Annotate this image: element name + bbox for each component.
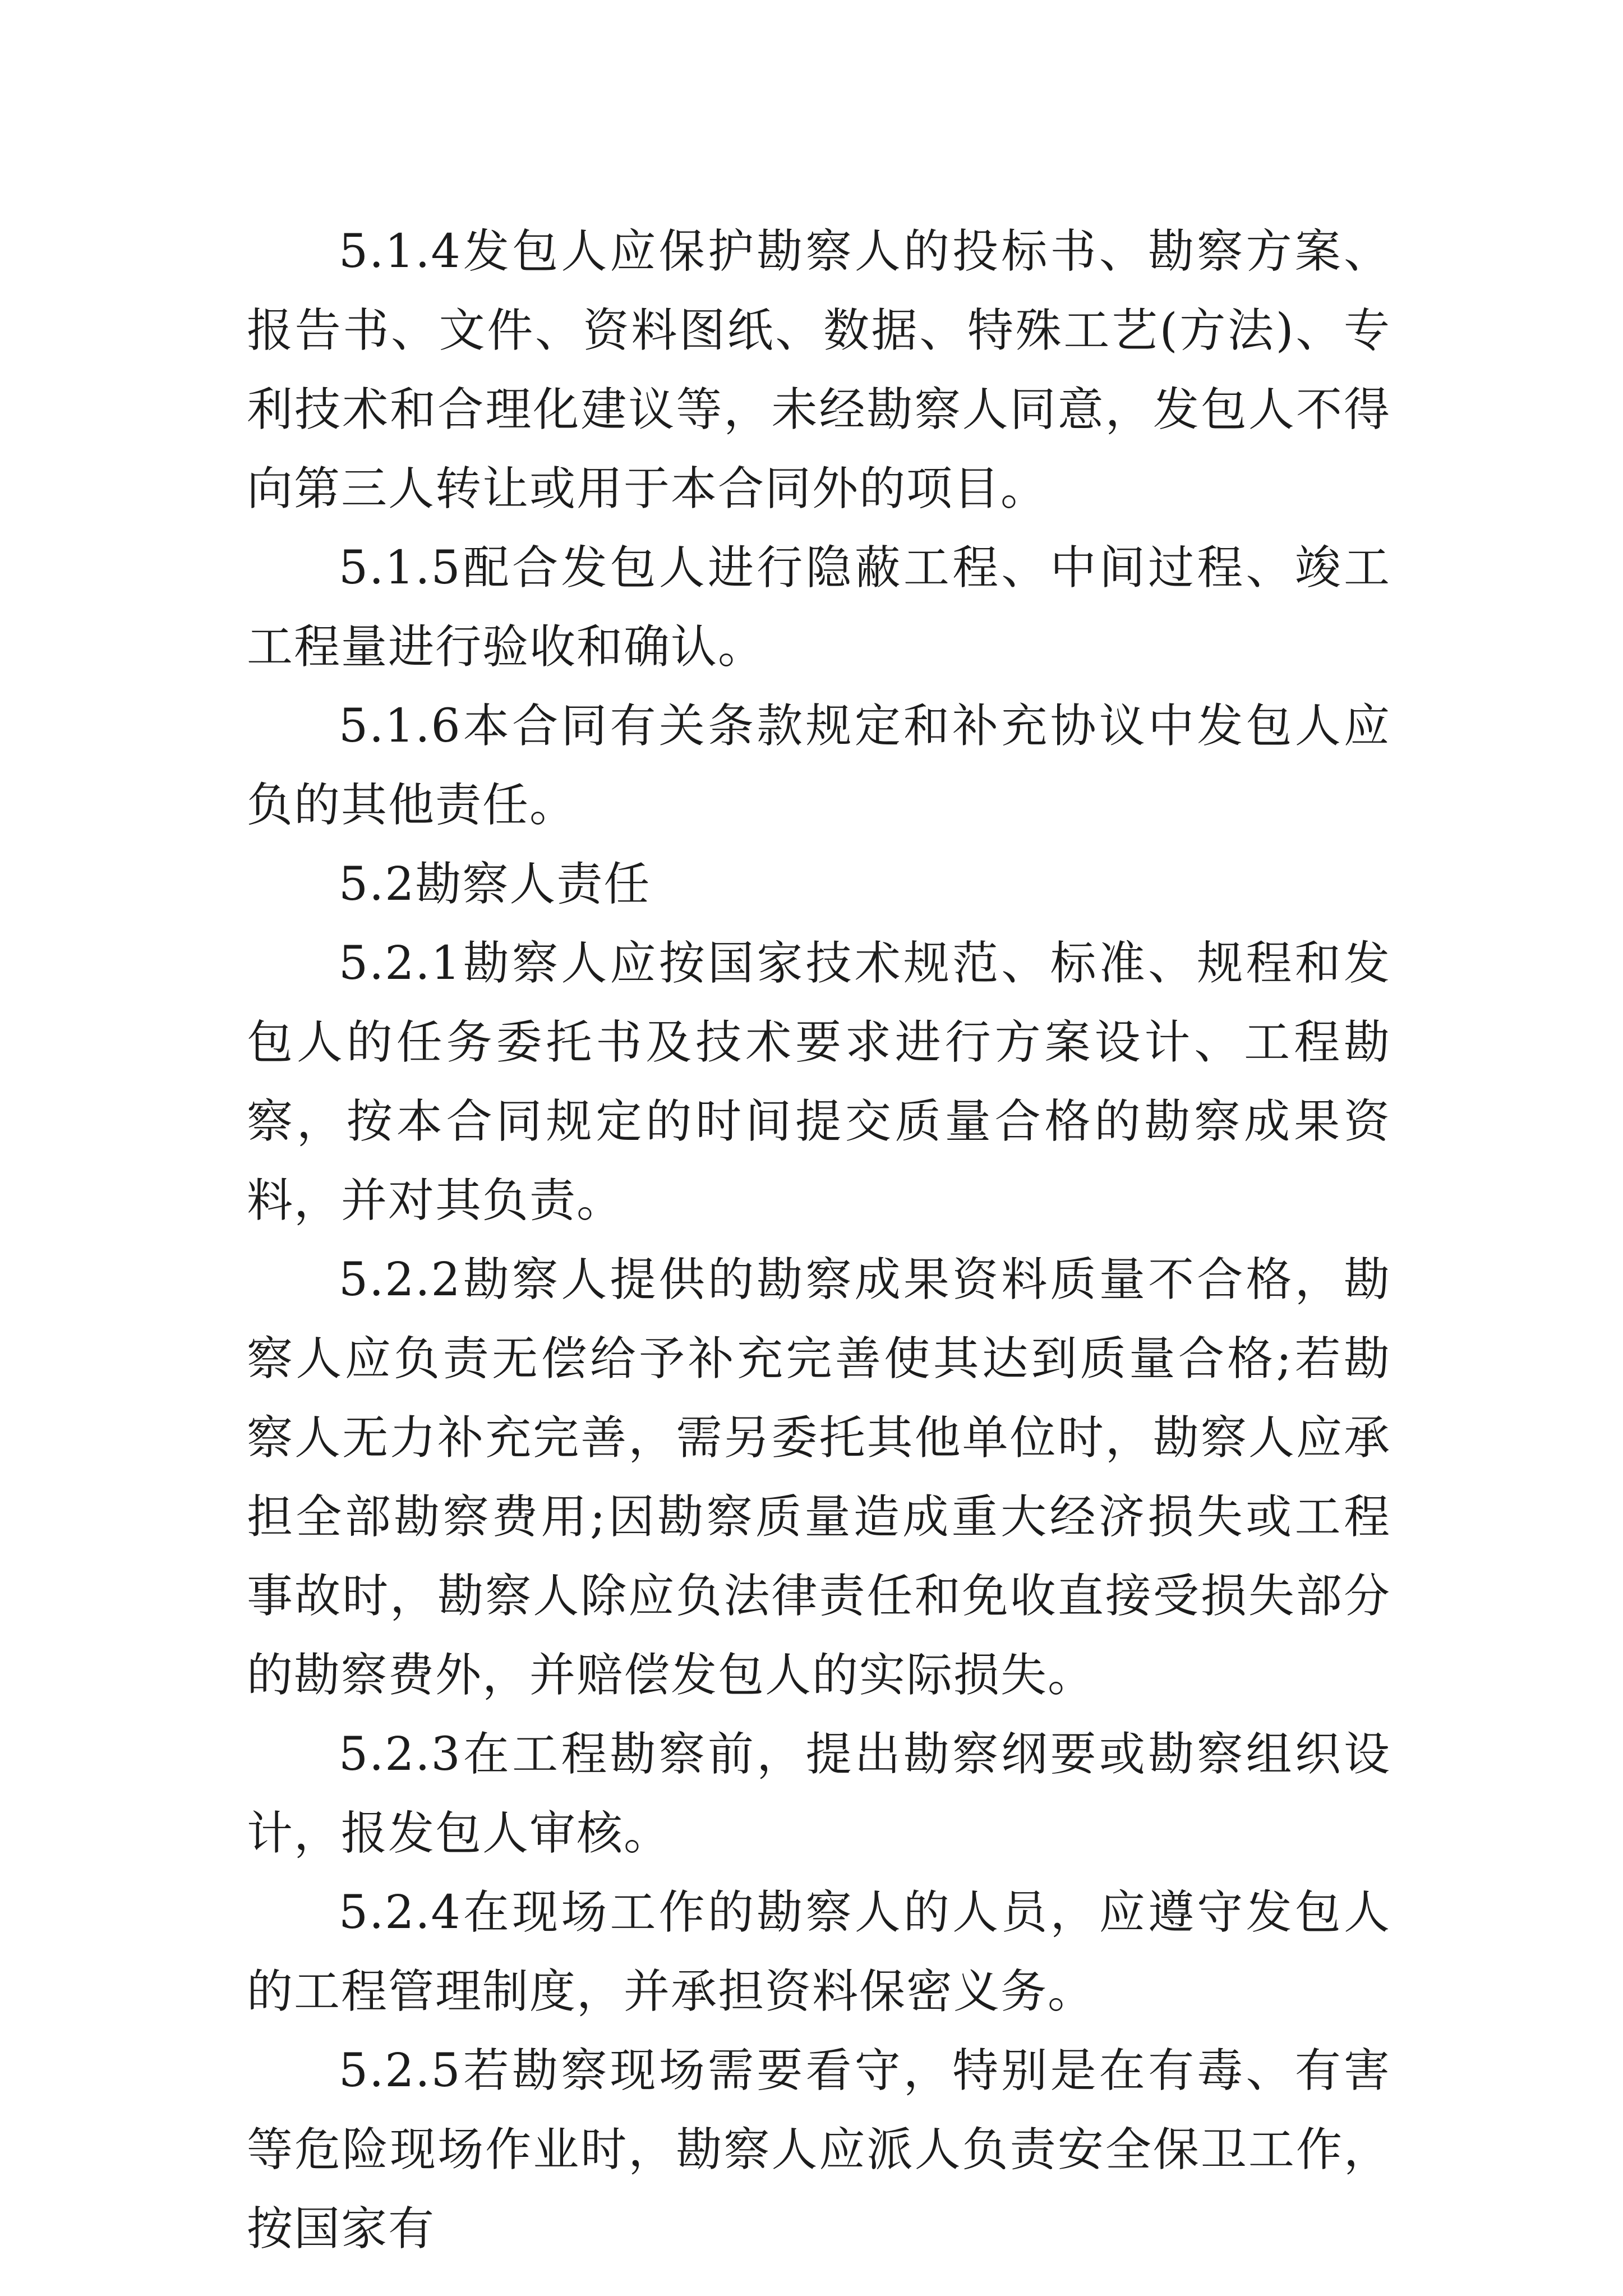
clause-5-1-5: 5.1.5配合发包人进行隐蔽工程、中间过程、竣工工程量进行验收和确认。 xyxy=(247,541,1391,674)
clause-5-2-1: 5.2.1勘察人应按国家技术规范、标准、规程和发包人的任务委托书及技术要求进行方案设计、工程勘察，按本合同规定的时间提交质量合格的勘察成果资料，并对其负责。 xyxy=(247,937,1391,1227)
clause-5-2-5: 5.2.5若勘察现场需要看守，特别是在有毒、有害等危险现场作业时，勘察人应派人负责安全保卫工作，按国家有 xyxy=(247,2044,1391,2256)
clause-5-2-4: 5.2.4在现场工作的勘察人的人员，应遵守发包人的工程管理制度，并承担资料保密义务。 xyxy=(247,1886,1391,2018)
clause-5-1-6: 5.1.6本合同有关条款规定和补充协议中发包人应负的其他责任。 xyxy=(247,700,1391,832)
contract-text-body xyxy=(247,212,1391,2269)
clause-5-2-2: 5.2.2勘察人提供的勘察成果资料质量不合格，勘察人应负责无偿给予补充完善使其达到质量合格;若勘察人无力补充完善，需另委托其他单位时，勘察人应承担全部勘察费用;因勘察质量造成重大经济损失或工程事故时，勘察人除应负法律责任和免收直接受损失部分的勘察费外，并赔偿发包人的实际损失。 xyxy=(247,1253,1391,1702)
clause-5-1-4: 5.1.4发包人应保护勘察人的投标书、勘察方案、报告书、文件、资料图纸、数据、特殊工艺(方法)、专利技术和合理化建议等，未经勘察人同意，发包人不得向第三人转让或用于本合同外的项目。 xyxy=(247,225,1391,516)
section-heading-5-2: 5.2勘察人责任 xyxy=(339,858,651,911)
clause-5-2-3: 5.2.3在工程勘察前，提出勘察纲要或勘察组织设计，报发包人审核。 xyxy=(247,1728,1391,1860)
